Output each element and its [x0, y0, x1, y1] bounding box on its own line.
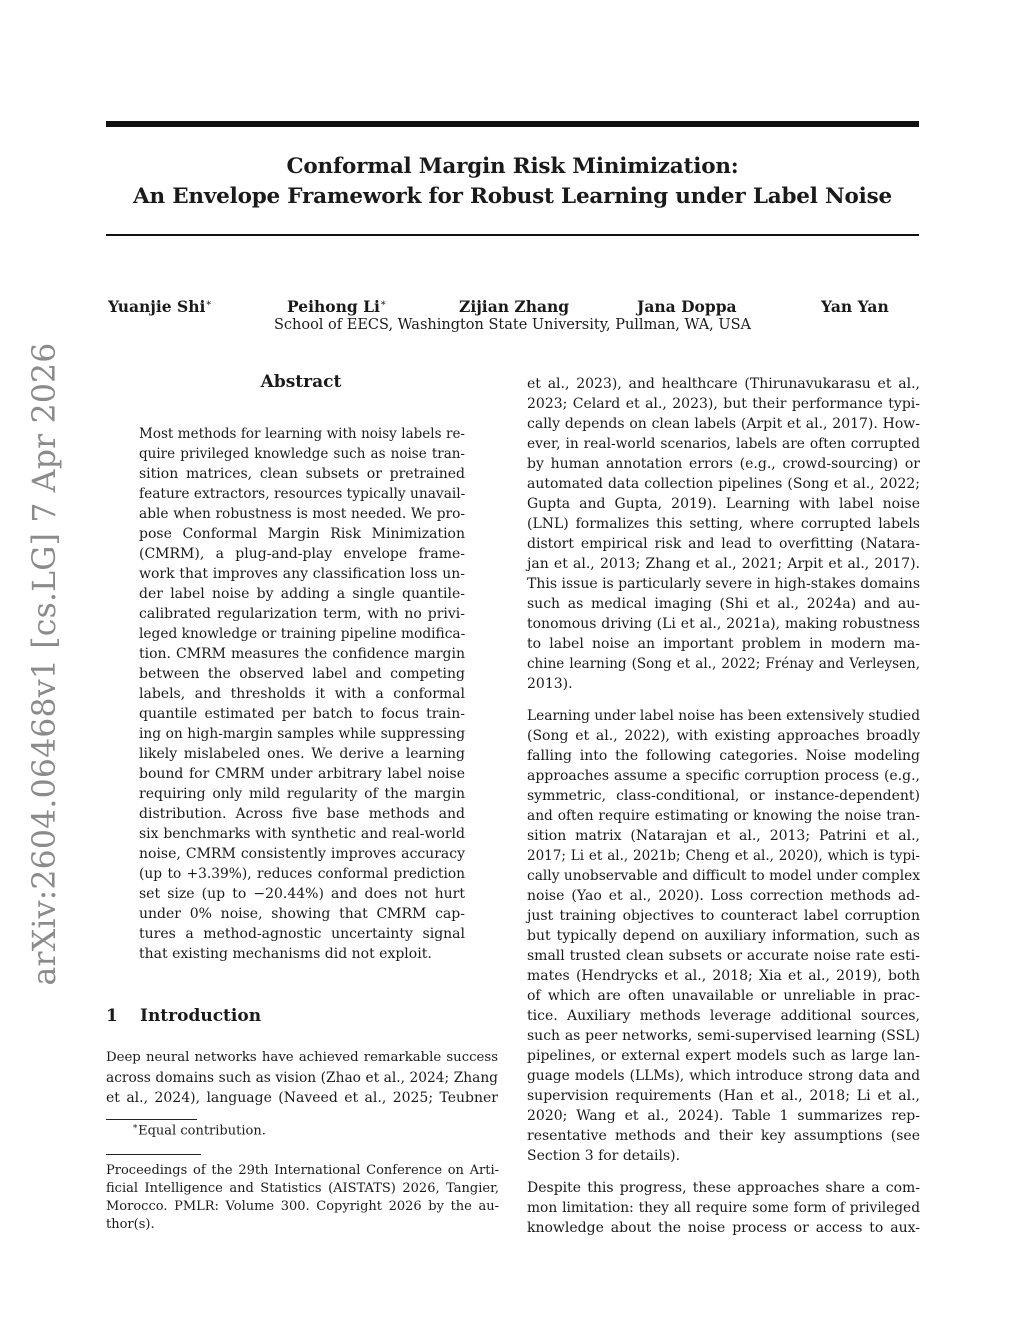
body-line: 2017; Li et al., 2021b; Cheng et al., 2020), which is typi-	[527, 848, 920, 864]
author-4: Jana Doppa	[637, 297, 737, 316]
abstract-line: quantile estimated per batch to focus train-	[139, 706, 465, 722]
abstract-line: ing on high-margin samples while suppressing	[139, 726, 465, 742]
abstract-line: leged knowledge or training pipeline modifica-	[139, 626, 466, 642]
title-top-rule	[106, 121, 919, 127]
title-bottom-rule	[106, 234, 919, 236]
abstract-heading: Abstract	[260, 372, 342, 392]
abstract-line: bound for CMRM under arbitrary label noise	[139, 766, 465, 782]
body-line: approaches assume a specific corruption process (e.g.,	[527, 768, 920, 784]
author-3: Zijian Zhang	[459, 297, 570, 316]
body-line: automated data collection pipelines (Song et al., 2022;	[527, 476, 920, 492]
body-line: Section 3 for details).	[527, 1148, 681, 1164]
abstract-line: under 0% noise, showing that CMRM cap-	[139, 906, 465, 922]
body-line: cally unobservable and difficult to model under complex	[527, 868, 920, 884]
section-number: 1	[106, 1006, 118, 1026]
body-line: Learning under label noise has been extensively studied	[527, 708, 920, 724]
abstract-line: labels, and thresholds it with a conformal	[139, 686, 465, 702]
body-line: knowledge about the noise process or access to aux-	[527, 1220, 920, 1236]
author-5: Yan Yan	[821, 297, 889, 316]
body-line: sition matrix (Natarajan et al., 2013; Patrini et al.,	[527, 828, 920, 844]
abstract-line: quire privileged knowledge such as noise tran-	[139, 446, 465, 462]
abstract-line: requiring only mild regularity of the margin	[139, 786, 465, 802]
abstract-line: tures a method-agnostic uncertainty signal	[139, 926, 465, 942]
title-line-1: Conformal Margin Risk Minimization:	[286, 154, 739, 179]
proceedings-line: ficial Intelligence and Statistics (AISTATS) 2026, Tangier,	[106, 1181, 499, 1196]
abstract-line: distribution. Across five base methods and	[139, 806, 465, 822]
section-title: Introduction	[140, 1006, 262, 1026]
body-line: 2013).	[527, 676, 573, 692]
body-line: jan et al., 2013; Zhang et al., 2021; Arpit et al., 2017).	[527, 556, 920, 572]
body-line: Despite this progress, these approaches share a com-	[527, 1180, 920, 1196]
body-line: This issue is particularly severe in high-stakes domains	[527, 576, 920, 592]
body-line: falling into the following categories. Noise modeling	[527, 748, 920, 764]
arxiv-id: arXiv:2604.06468v1 [cs.LG] 7 Apr 2026	[27, 342, 63, 986]
abstract-line: (CMRM), a plug-and-play envelope frame-	[139, 546, 465, 562]
body-line: mates (Hendrycks et al., 2018; Xia et al., 2019), both	[527, 968, 920, 984]
abstract-line: set size (up to −20.44%) and does not hurt	[139, 886, 465, 902]
abstract-line: sition matrices, clean subsets or pretrained	[139, 466, 465, 482]
body-line: resentative methods and their key assumptions (see	[527, 1128, 920, 1144]
author-2: Peihong Li∗	[287, 297, 387, 316]
abstract-line: likely mislabeled ones. We derive a learning	[139, 746, 465, 762]
abstract-body	[139, 424, 465, 964]
proceedings-line: Morocco. PMLR: Volume 300. Copyright 2026 by the au-	[106, 1199, 499, 1214]
body-line: symmetric, class-conditional, or instance-dependent)	[527, 788, 920, 804]
body-line: supervision requirements (Han et al., 2018; Li et al.,	[527, 1088, 920, 1104]
abstract-line: calibrated regularization term, with no privi-	[139, 606, 465, 622]
body-line: guage models (LLMs), which introduce strong data and	[527, 1068, 920, 1084]
body-line: (LNL) formalizes this setting, where corrupted labels	[527, 516, 920, 532]
paragraph-1	[527, 374, 920, 694]
body-line: 2020; Wang et al., 2024). Table 1 summarizes rep-	[527, 1108, 920, 1124]
body-line: ever, in real-world scenarios, labels are often corrupted	[527, 436, 920, 452]
abstract-line: able when robustness is most needed. We pro-	[139, 506, 465, 522]
body-line: by human annotation errors (e.g., crowd-sourcing) or	[527, 456, 920, 472]
body-line: such as medical imaging (Shi et al., 2024a) and au-	[527, 596, 920, 612]
abstract-line: (up to +3.39%), reduces conformal prediction	[139, 866, 465, 882]
footnote-rule	[106, 1119, 197, 1120]
title-line-2: An Envelope Framework for Robust Learning under Label Noise	[133, 184, 892, 209]
abstract-line: that existing mechanisms did not exploit.	[139, 946, 432, 962]
body-line: tonomous driving (Li et al., 2021a), making robustness	[527, 616, 920, 632]
body-line: tice. Auxiliary methods leverage additional sources,	[527, 1008, 920, 1024]
intro-line: et al., 2024), language (Naveed et al., 2025; Teubner	[106, 1090, 498, 1106]
section-heading-introduction	[106, 1006, 261, 1026]
body-line: chine learning (Song et al., 2022; Frénay and Verleysen,	[527, 656, 920, 672]
footnote-equal-contribution: ∗Equal contribution.	[132, 1122, 266, 1139]
proceedings-line: Proceedings of the 29th International Conference on Arti-	[106, 1163, 499, 1178]
body-line: such as peer networks, semi-supervised learning (SSL)	[527, 1028, 920, 1044]
abstract-line: between the observed label and competing	[139, 666, 465, 682]
body-line: small trusted clean subsets or accurate noise rate esti-	[527, 948, 920, 964]
body-line: to label noise an important problem in modern ma-	[527, 636, 920, 652]
body-line: distort empirical risk and lead to overfitting (Natara-	[527, 536, 920, 552]
paper-title	[106, 152, 919, 212]
body-line: pipelines, or external expert models such as large lan-	[527, 1048, 920, 1064]
paragraph-3	[527, 1178, 920, 1238]
body-line: 2023; Celard et al., 2023), but their performance typi-	[527, 396, 920, 412]
body-line: but typically depend on auxiliary information, such as	[527, 928, 920, 944]
proceedings-rule	[106, 1154, 201, 1155]
body-line: noise (Yao et al., 2020). Loss correction methods ad-	[527, 888, 920, 904]
proceedings-line: thor(s).	[106, 1217, 155, 1232]
intro-right-column	[527, 374, 920, 1238]
intro-line: Deep neural networks have achieved remarkable success	[106, 1050, 498, 1065]
body-line: just training objectives to counteract label corruption	[527, 908, 920, 924]
abstract-line: six benchmarks with synthetic and real-world	[139, 826, 465, 842]
abstract-line: noise, CMRM consistently improves accuracy	[139, 846, 465, 862]
abstract-line: Most methods for learning with noisy labels re-	[139, 426, 465, 442]
abstract-line: der label noise by adding a single quantile-	[139, 586, 465, 602]
intro-line: across domains such as vision (Zhao et al., 2024; Zhang	[106, 1070, 498, 1086]
body-line: (Song et al., 2022), with existing approaches broadly	[527, 728, 920, 744]
body-line: mon limitation: they all require some form of privileged	[527, 1200, 920, 1216]
author-1: Yuanjie Shi∗	[108, 297, 213, 316]
paragraph-2	[527, 706, 920, 1166]
abstract-line: pose Conformal Margin Risk Minimization	[139, 526, 465, 542]
body-line: Gupta and Gupta, 2019). Learning with label noise	[527, 496, 920, 512]
body-line: of which are often unavailable or unreliable in prac-	[527, 988, 920, 1004]
intro-left-column	[106, 1048, 498, 1108]
abstract-line: feature extractors, resources typically unavail-	[139, 486, 466, 502]
body-line: et al., 2023), and healthcare (Thirunavukarasu et al.,	[527, 376, 920, 392]
abstract-line: work that improves any classification loss un-	[139, 566, 465, 582]
abstract-line: tion. CMRM measures the confidence margin	[139, 646, 465, 662]
body-line: cally depends on clean labels (Arpit et al., 2017). How-	[527, 416, 920, 432]
body-line: and often require estimating or knowing the noise tran-	[527, 808, 920, 824]
affiliation: School of EECS, Washington State University, Pullman, WA, USA	[273, 317, 752, 333]
proceedings-note	[106, 1162, 499, 1234]
